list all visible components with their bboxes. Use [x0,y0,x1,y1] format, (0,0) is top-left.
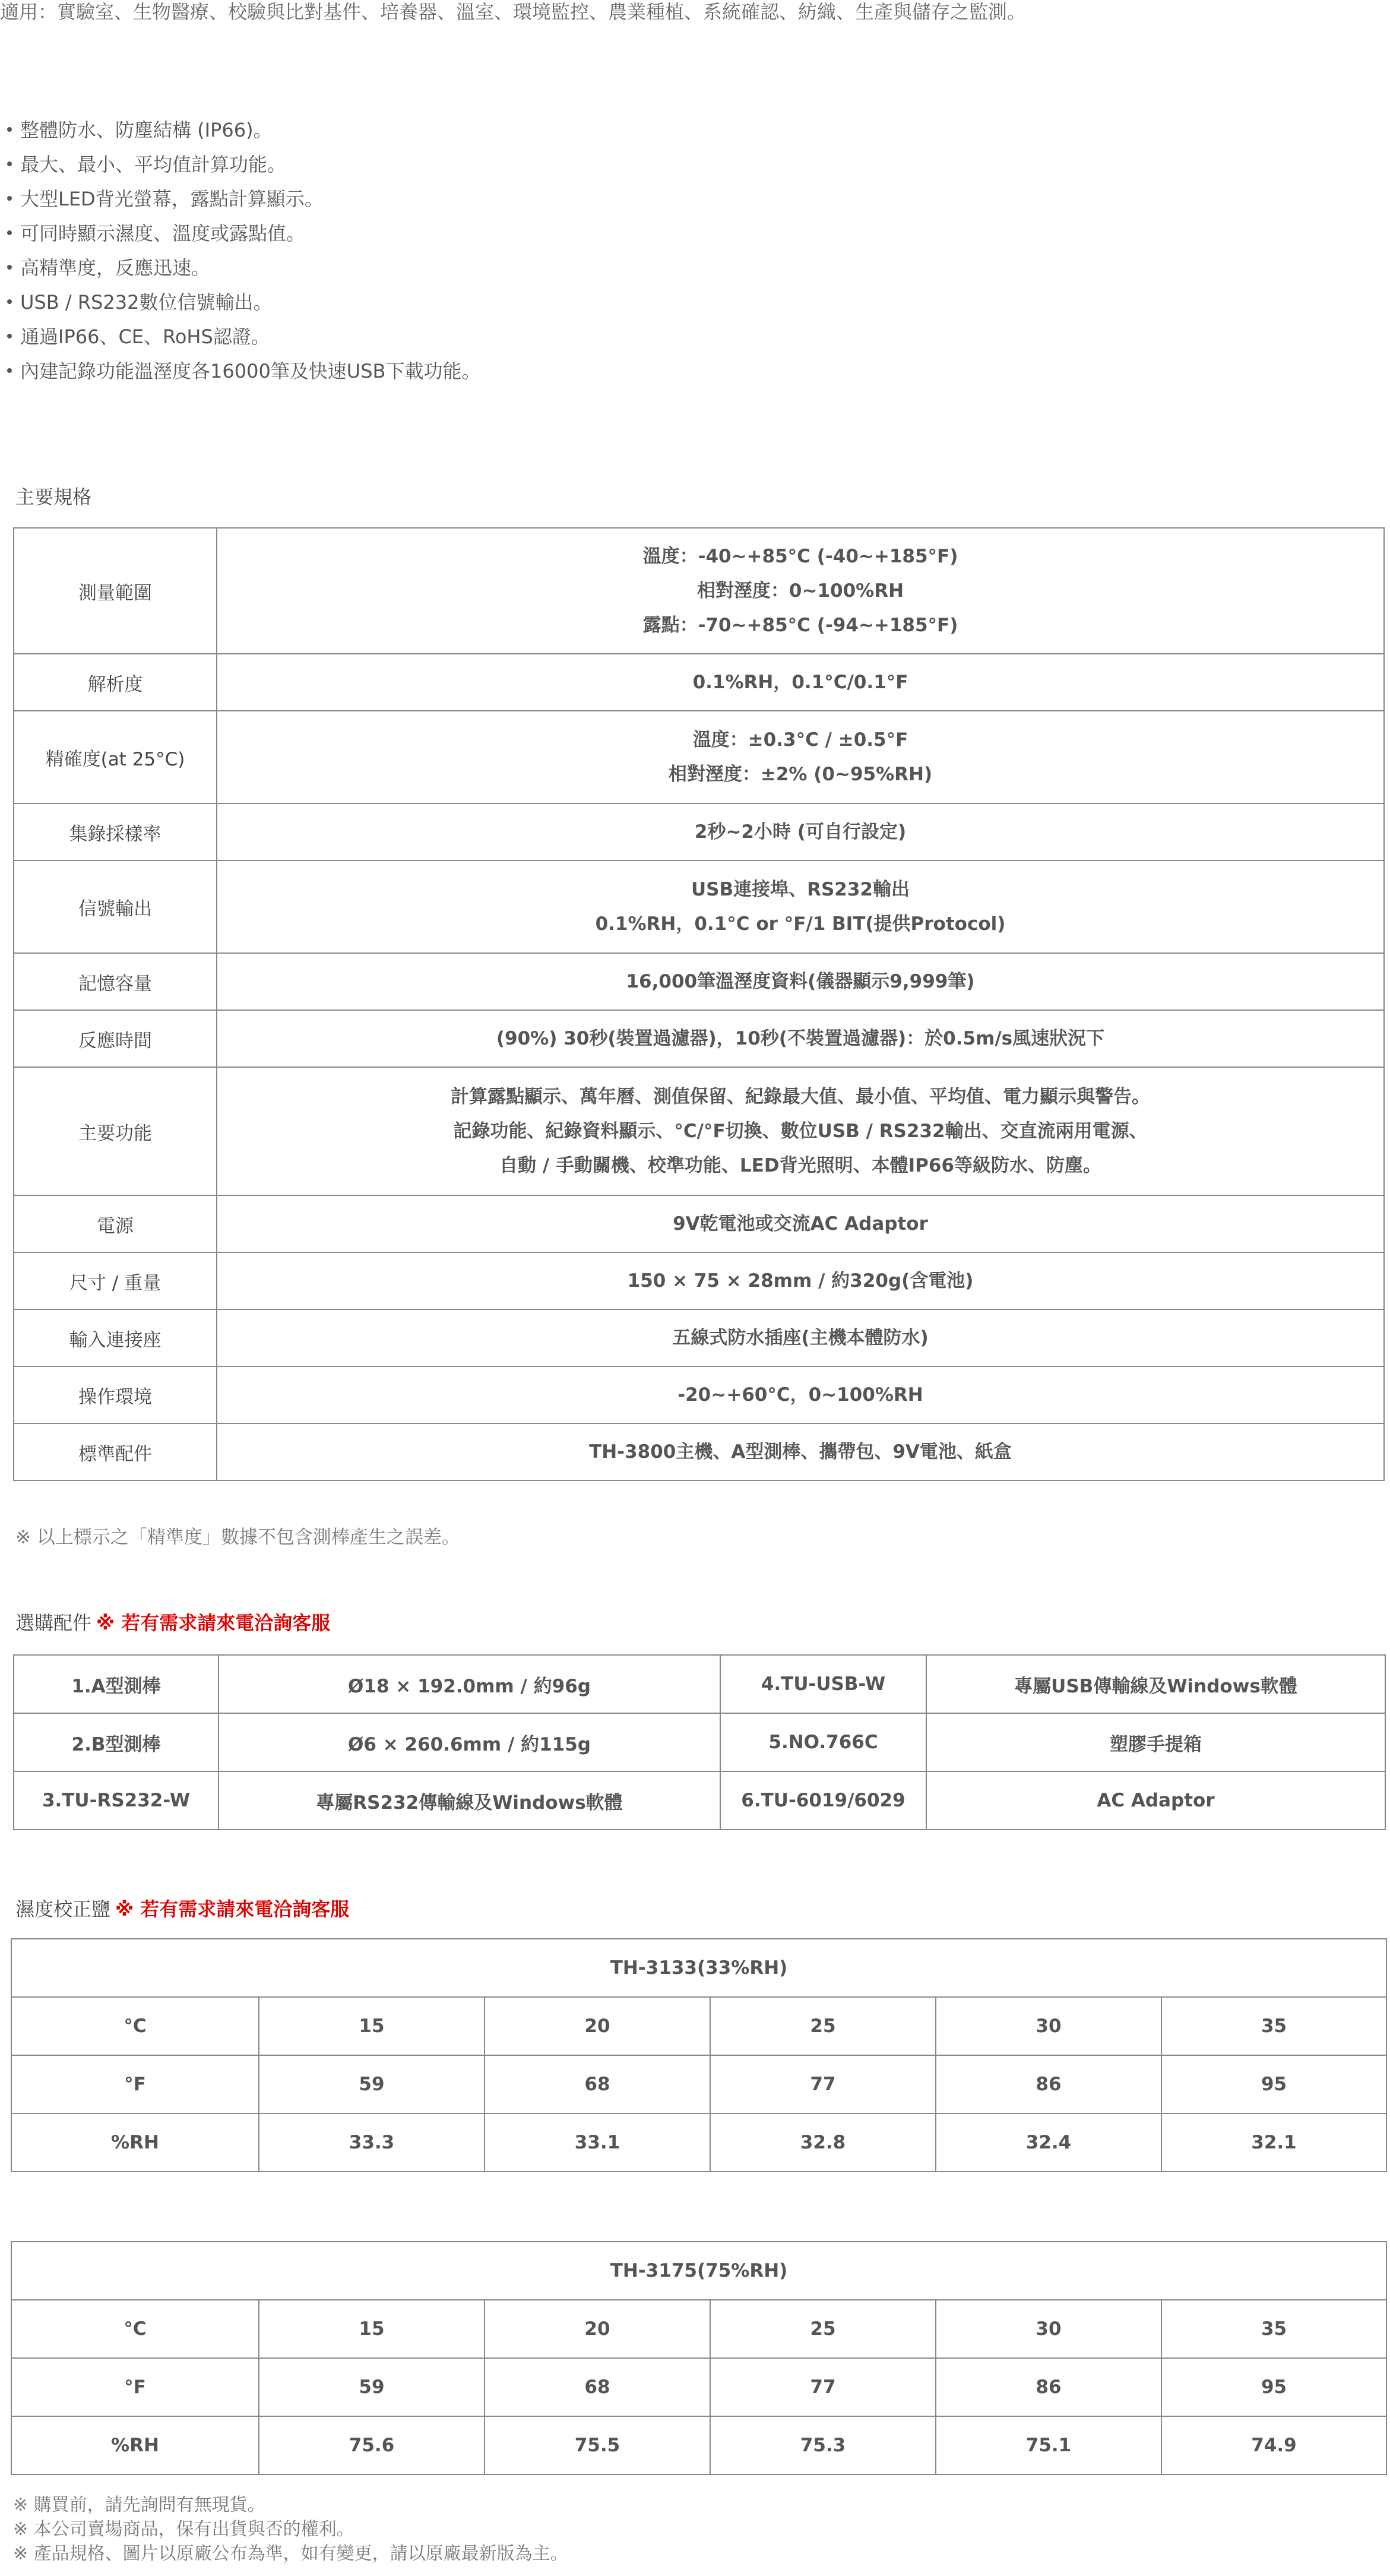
spec-label: 信號輸出 [14,860,217,953]
calibration-cell: 25 [710,1997,936,2055]
spec-section-title: 主要規格 [15,486,92,508]
footer-note: ※ 購買前，請先詢問有無現貨。 [13,2495,265,2515]
spec-value-line: 溫度：-40~+85°C (-40~+185°F) [642,546,958,567]
spec-value-line: 計算露點顯示、萬年曆、測值保留、紀錄最大值、最小值、平均值、電力顯示與警告。 [451,1086,1150,1107]
spec-row [14,1067,1384,1195]
spec-value [217,528,1384,654]
calibration-cell: 95 [1161,2358,1386,2416]
spec-label: 輸入連接座 [14,1309,217,1366]
calibration-cell: 32.1 [1161,2113,1386,2172]
calibration-row [11,2300,1386,2358]
spec-note: ※ 以上標示之「精準度」數據不包含測棒產生之誤差。 [15,1527,460,1548]
calibration-cell: 74.9 [1161,2416,1386,2474]
spec-row [14,711,1384,803]
feature-list [7,113,481,388]
spec-table [13,527,1385,1481]
spec-value-line: 溫度：±0.3°C / ±0.5°F [692,729,908,751]
spec-row [14,654,1384,711]
options-table [13,1654,1386,1830]
spec-row [14,528,1384,654]
spec-row [14,953,1384,1010]
spec-label: 測量範圍 [14,528,217,654]
calibration-row-label: °C [11,1997,259,2055]
spec-value [217,1309,1384,1366]
spec-value-line: 露點：-70~+85°C (-94~+185°F) [642,615,958,636]
option-name: 5.NO.766C [720,1713,926,1771]
calibration-cell: 33.3 [259,2113,485,2172]
option-description: Ø6 × 260.6mm / 約115g [219,1713,720,1771]
spec-row [14,1010,1384,1067]
options-notice: ※ 若有需求請來電洽詢客服 [96,1612,331,1634]
spec-value [217,654,1384,711]
calibration-row-label: °C [11,2300,259,2358]
calibration-cell: 32.4 [936,2113,1161,2172]
feature-item: 大型LED背光螢幕，露點計算顯示。 [7,182,481,216]
feature-item: 可同時顯示濕度、溫度或露點值。 [7,216,481,251]
footer-note: ※ 產品規格、圖片以原廠公布為準，如有變更，請以原廠最新版為主。 [13,2543,568,2564]
spec-value [217,860,1384,953]
option-row [14,1655,1385,1713]
calibration-row-label: °F [11,2055,259,2113]
spec-label: 尺寸 / 重量 [14,1252,217,1309]
feature-item: 高精準度，反應迅速。 [7,251,481,285]
calibration-cell: 35 [1161,2300,1386,2358]
calibration-cell: 95 [1161,2055,1386,2113]
option-description: AC Adaptor [926,1771,1385,1830]
spec-value-line: 自動 / 手動關機、校準功能、LED背光照明、本體IP66等級防水、防塵。 [499,1155,1101,1176]
calibration-cell: 35 [1161,1997,1386,2055]
option-name: 3.TU-RS232-W [14,1771,219,1830]
calibration-cell: 59 [259,2358,485,2416]
spec-value-line: 150 × 75 × 28mm / 約320g(含電池) [627,1270,974,1292]
calibration-cell: 75.6 [259,2416,485,2474]
spec-value-line: 16,000筆溫溼度資料(儀器顯示9,999筆) [626,971,975,992]
bullet-icon [7,334,12,338]
bullet-icon [7,368,12,373]
footer-note: ※ 本公司賣場商品，保有出貨與否的權利。 [13,2519,354,2540]
calibration-cell: 77 [710,2358,936,2416]
spec-label: 反應時間 [14,1010,217,1067]
calibration-title-row [11,2242,1386,2300]
calibration-cell: 30 [936,2300,1161,2358]
bullet-icon [7,127,12,132]
calibration-cell: 20 [485,1997,710,2055]
calibration-title-row [11,1939,1386,1997]
spec-value-line: TH-3800主機、A型測棒、攜帶包、9V電池、紙盒 [589,1441,1012,1463]
spec-value-line: 記錄功能、紀錄資料顯示、°C/°F切換、數位USB / RS232輸出、交直流兩用電源、 [453,1121,1148,1142]
bullet-icon [7,196,12,201]
spec-value [217,711,1384,803]
spec-value-line: 0.1%RH，0.1°C/0.1°F [692,672,908,693]
option-row [14,1771,1385,1830]
spec-row [14,1252,1384,1309]
calibration-cell: 32.8 [710,2113,936,2172]
spec-label: 記憶容量 [14,953,217,1010]
intro-text: 適用：實驗室、生物醫療、校驗與比對基件、培養器、溫室、環境監控、農業種植、系統確認、紡織、生產與儲存之監測。 [0,1,1027,23]
spec-value-line: USB連接埠、RS232輸出 [691,879,910,900]
spec-label: 集錄採樣率 [14,803,217,860]
calibration-cell: 77 [710,2055,936,2113]
calibration-title: TH-3133(33%RH) [11,1939,1386,1997]
calibration-table-33 [11,1938,1387,2172]
feature-item: 內建記錄功能溫溼度各16000筆及快速USB下載功能。 [7,354,481,388]
calibration-notice: ※ 若有需求請來電洽詢客服 [115,1898,350,1920]
option-name: 2.B型測棒 [14,1713,219,1771]
feature-item: USB / RS232數位信號輸出。 [7,285,481,319]
calibration-table-75 [11,2241,1387,2475]
spec-value [217,1010,1384,1067]
bullet-icon [7,299,12,304]
spec-row [14,1423,1384,1480]
bullet-icon [7,162,12,166]
spec-row [14,1309,1384,1366]
footer-notes [13,2493,568,2566]
calibration-cell: 30 [936,1997,1161,2055]
spec-value [217,803,1384,860]
calibration-cell: 86 [936,2358,1161,2416]
option-name: 1.A型測棒 [14,1655,219,1713]
calibration-cell: 15 [259,1997,485,2055]
calibration-row-label: %RH [11,2416,259,2474]
calibration-cell: 59 [259,2055,485,2113]
calibration-cell: 25 [710,2300,936,2358]
calibration-cell: 68 [485,2055,710,2113]
spec-label: 解析度 [14,654,217,711]
calibration-section-title: 濕度校正鹽 ※ 若有需求請來電洽詢客服 [15,1898,350,1920]
feature-item: 最大、最小、平均值計算功能。 [7,147,481,182]
spec-value-line: 五線式防水插座(主機本體防水) [672,1327,929,1349]
spec-row [14,1195,1384,1252]
spec-label: 精確度(at 25°C) [14,711,217,803]
spec-value [217,1366,1384,1423]
spec-value [217,1423,1384,1480]
calibration-cell: 33.1 [485,2113,710,2172]
calibration-cell: 86 [936,2055,1161,2113]
calibration-cell: 20 [485,2300,710,2358]
calibration-cell: 15 [259,2300,485,2358]
spec-value-line: 相對溼度：0~100%RH [696,580,904,602]
spec-value [217,953,1384,1010]
calibration-row [11,2113,1386,2172]
option-name: 6.TU-6019/6029 [720,1771,926,1830]
calibration-row-label: °F [11,2358,259,2416]
bullet-icon [7,265,12,270]
calibration-cell: 68 [485,2358,710,2416]
spec-label: 主要功能 [14,1067,217,1195]
spec-value-line: 9V乾電池或交流AC Adaptor [673,1213,928,1235]
spec-label: 電源 [14,1195,217,1252]
spec-label: 操作環境 [14,1366,217,1423]
option-description: 塑膠手提箱 [926,1713,1385,1771]
spec-label: 標準配件 [14,1423,217,1480]
feature-item: 通過IP66、CE、RoHS認證。 [7,319,481,354]
option-name: 4.TU-USB-W [720,1655,926,1713]
calibration-title: TH-3175(75%RH) [11,2242,1386,2300]
option-description: Ø18 × 192.0mm / 約96g [219,1655,720,1713]
spec-row [14,860,1384,953]
calibration-row [11,2055,1386,2113]
option-row [14,1713,1385,1771]
bullet-icon [7,230,12,235]
spec-value [217,1067,1384,1195]
option-description: 專屬RS232傳輸線及Windows軟體 [219,1771,720,1830]
spec-row [14,803,1384,860]
spec-value-line: -20~+60°C，0~100%RH [677,1384,923,1406]
feature-item: 整體防水、防塵結構 (IP66)。 [7,113,481,147]
spec-value-line: 0.1%RH，0.1°C or °F/1 BIT(提供Protocol) [595,913,1006,935]
spec-value [217,1252,1384,1309]
option-description: 專屬USB傳輸線及Windows軟體 [926,1655,1385,1713]
calibration-row [11,1997,1386,2055]
calibration-cell: 75.5 [485,2416,710,2474]
spec-row [14,1366,1384,1423]
spec-value [217,1195,1384,1252]
spec-value-line: 2秒~2小時 (可自行設定) [694,821,907,843]
calibration-cell: 75.3 [710,2416,936,2474]
options-section-title: 選購配件 ※ 若有需求請來電洽詢客服 [15,1612,331,1634]
calibration-row [11,2416,1386,2474]
calibration-cell: 75.1 [936,2416,1161,2474]
calibration-row [11,2358,1386,2416]
spec-value-line: 相對溼度：±2% (0~95%RH) [668,764,933,785]
spec-value-line: (90%) 30秒(裝置過濾器)，10秒(不裝置過濾器)：於0.5m/s風速狀況下 [496,1028,1105,1049]
calibration-row-label: %RH [11,2113,259,2172]
